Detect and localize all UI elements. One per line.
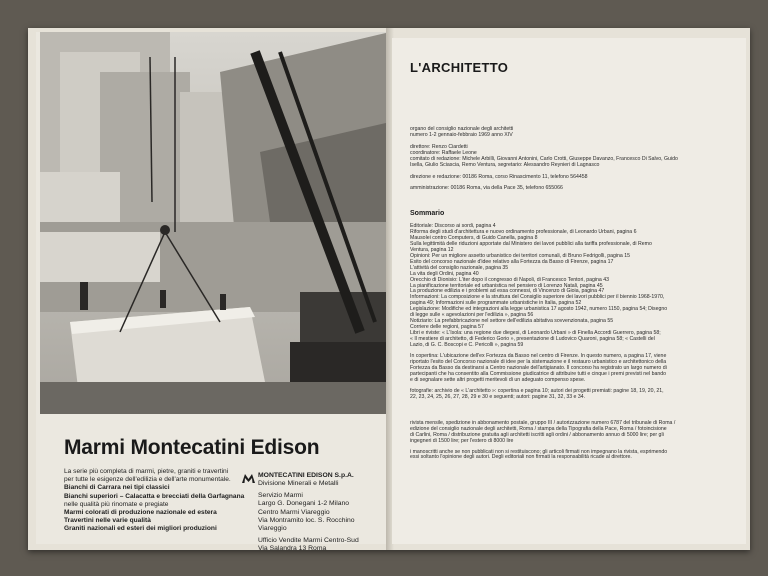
- masthead-line: Isella, Giulio Sciascia, Remo Ventura, segretario: Alessandro Reynieri di Lagnasco: [410, 162, 600, 169]
- toc-line: Ventura, pagina 12: [410, 246, 454, 253]
- ad-line: nelle qualità più rinomate e pregiate: [64, 500, 169, 508]
- toc-line: ingegneri di 1500 lire; per l'estero di 8000 lire: [410, 437, 514, 444]
- company-line: Ufficio Vendite Marmi Centro-Sud: [258, 536, 359, 544]
- toc-line: Corriere delle regioni, pagina 57: [410, 324, 484, 331]
- right-page: [392, 38, 746, 544]
- company-line: Centro Marmi Viareggio: [258, 508, 330, 516]
- magazine-spread: [28, 28, 750, 553]
- company-line: Viareggio: [258, 525, 287, 533]
- toc-line: In copertina: L'ubicazione dell'ex Fortezza da Basso nel centro di Firenze. In questo numero, a pagina 17, viene: [410, 353, 667, 360]
- masthead-line: direttore: Renzo Ciardetti: [410, 143, 468, 150]
- toc-line: Riforma degli studi d'architettura e nuovo ordinamento professionale, di Leonardo Urbani, pagina 6: [410, 228, 637, 235]
- masthead-line: organo del consiglio nazionale degli architetti: [410, 126, 514, 132]
- toc-line: Opinioni: Per un migliore assetto urbanistico dei territori comunali, di Bruno Fedrigolli, pagina 15: [410, 252, 631, 259]
- toc-line: i manoscritti anche se non pubblicati non si restituiscono; gli articoli firmati non impegnano la rivista, esprimendo: [410, 448, 668, 455]
- toc-line: fotografie: archivio de « L'architetto »: copertina e pagina 10; autori dei progetti premiati: pagine 18, 19, 20, 21,: [410, 387, 664, 394]
- toc-heading: Sommario: [410, 210, 445, 217]
- toc-line: Legislazione: Modifiche ed integrazioni alla legge urbanistica 17 agosto 1942, numero 1150, pagina 54; Disegno: [410, 306, 668, 313]
- toc-line: partecipanti che ha consentito alla Commissione giudicatrice di attribuire tutti e cinque i premi previsti nel bando: [410, 370, 667, 377]
- ad-line: Bianchi superiori – Calacatta e brecciati della Garfagnana: [64, 492, 245, 500]
- toc-line: L'attività del consiglio nazionale, pagina 35: [410, 264, 509, 271]
- toc-line: Libri e riviste: « L'Isola: una regione due diegesi, di Leonardo Urbani » di Finella Accordi Guerrero, pagina 58;: [410, 330, 661, 337]
- masthead-line: comitato di redazione: Michele Arbilli, Giovanni Antonini, Carlo Crotti, Giuseppe Davanzo, Francesco Di Salvo, Guido: [410, 156, 678, 163]
- ad-line: Bianchi di Carrara nei tipi classici: [64, 484, 170, 492]
- toc-line: Informazioni: La composizione e la struttura del Consiglio superiore dei lavori pubblici per il biennio 1968-1970,: [410, 294, 665, 301]
- toc-line: « Il mestiere di architetto, di Federico Gorio », presentazione di Ludovico Quaroni, pagina 58; « Castelli del: [410, 336, 655, 343]
- toc-line: 22, 23, 24, 25, 26, 27, 28, 29 e 30 e seguenti; autori: pagine 31, 32, 33 e 34.: [410, 393, 586, 400]
- magazine-title: L'ARCHITETTO: [410, 60, 509, 75]
- left-page: [36, 32, 388, 553]
- toc-line: Mausolei contro Computers, di Guido Canella, pagina 8: [410, 234, 538, 241]
- toc-line: Esito del concorso nazionale d'idee relativo alla Fortezza da Basso di Firenze, pagina 17: [410, 258, 614, 265]
- toc-line: Fortezza da Basso da destinarsi a Centro nazionale dell'artigianato. Il concorso ha registrato un largo numero di: [410, 364, 667, 371]
- toc-line: essi soltanto l'opinione degli autori. Degli editoriali non firmati la responsabilità ricade al direttore.: [410, 454, 632, 461]
- toc-line: rivista mensile, spedizione in abbonamento postale, gruppo III / autorizzazione numero 6787 del tribunale di Roma /: [410, 419, 676, 426]
- toc-line: Editoriale: Discorso ai sordi, pagina 4: [410, 223, 496, 229]
- masthead-line: numero 1-2 gennaio-febbraio 1969 anno XIV: [410, 132, 513, 139]
- ad-line: per tutte le esigenze dell'edilizia e dell'arte monumentale.: [64, 476, 231, 484]
- company-name: MONTECATINI EDISON S.p.A.: [258, 472, 354, 479]
- toc-line: Sulla legittimità delle riduzioni apportate dal Ministero dei lavori pubblici alla tariffa professionale, di Remo: [410, 240, 652, 247]
- toc-line: Notiziario: La prefabbricazione nel settore dell'edilizia abitativa sovvenzionata, pagina 55: [410, 318, 614, 325]
- toc-line: La produzione edilizia e i problemi ad essa connessi, di Vincenzo di Gioia, pagina 47: [410, 288, 605, 295]
- toc-line: e di segnalare sette altri progetti meritevoli di un adeguato compenso spese.: [410, 376, 586, 383]
- ad-product-list: [64, 468, 254, 534]
- masthead-line: amministrazione: 00186 Roma, via della Pace 35, telefono 655066: [410, 185, 563, 192]
- company-line: Divisione Minerali e Metalli: [258, 480, 339, 488]
- masthead-block: [410, 126, 730, 191]
- toc-block: [410, 224, 732, 461]
- masthead-line: coordinatore: Raffaele Leone: [410, 149, 477, 156]
- toc-line: Lazio, di G. C. Boscopi e C. Pericolli », pagina 59: [410, 342, 524, 349]
- ad-line: La serie più completa di marmi, pietre, graniti e travertini: [64, 468, 229, 475]
- company-line: Servizio Marmi: [258, 491, 303, 499]
- toc-line: riportato l'esito del Concorso nazionale di idee per la sistemazione e il restauro urbanistico e architettonico della: [410, 358, 667, 365]
- ad-headline: Marmi Montecatini Edison: [64, 436, 320, 459]
- toc-line: di legge sulle « agevolazioni per l'edilizia », pagina 56: [410, 312, 534, 319]
- masthead-line: direzione e redazione: 00186 Roma, corso Rinascimento 11, telefono 564458: [410, 173, 588, 180]
- company-line: Via Salandra 13 Roma: [258, 545, 327, 553]
- company-line: Via Montramito loc. S. Rocchino: [258, 517, 355, 525]
- quarry-photo: [40, 32, 390, 414]
- toc-line: pagina 49; Informazioni sulle programmate urbanistiche in Italia, pagina 52: [410, 300, 582, 307]
- toc-line: edizione del consiglio nazionale degli architetti, Roma / stampa della Tipografia della Pace, Roma / fotoincisione: [410, 425, 667, 432]
- ad-line: Graniti nazionali ed esteri dei migliori produzioni: [64, 525, 217, 533]
- ad-line: Travertini nelle varie qualità: [64, 517, 151, 525]
- toc-line: di Carlini, Roma / distribuzione gratuita agli architetti iscritti agli ordini / abbonamento annuo di 5000 lire; per gli: [410, 431, 664, 438]
- ad-line: Marmi colorati di produzione nazionale ed estera: [64, 509, 217, 517]
- toc-line: La pianificazione territoriale ed urbanistica nel pensiero di Lorenzo Natali, pagina 45: [410, 282, 603, 289]
- montecatini-logo-icon: [242, 472, 255, 483]
- toc-line: Orecchio di Dionisio: L'iter dopo il congresso di Napoli, di Francesco Tentori, pagina 43: [410, 276, 609, 283]
- company-line: Largo G. Donegani 1-2 Milano: [258, 500, 350, 508]
- company-address-block: [258, 472, 388, 554]
- toc-line: La vita degli Ordini, pagina 40: [410, 270, 479, 277]
